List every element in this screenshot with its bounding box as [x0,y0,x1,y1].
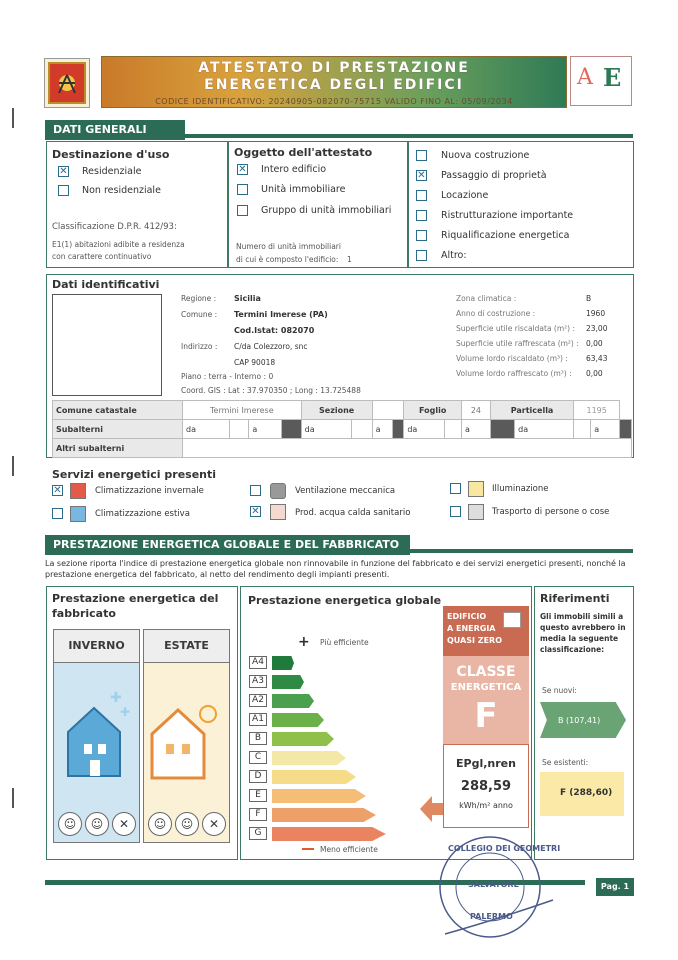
num-unita-line1: Numero di unità immobiliari [236,242,341,251]
sub-a-2: a [372,420,392,439]
servizio-trasporto-checkbox[interactable] [450,506,461,517]
foglio-label: Foglio [404,401,462,420]
servizio-invernale-checkbox[interactable]: ✕ [53,485,62,496]
motivo-label-4: Riqualificazione energetica [441,230,570,241]
ape-logo [570,56,632,106]
riferimenti-title: Riferimenti [540,592,610,605]
intero-edificio-label: Intero edificio [261,164,327,175]
motivo-label-2: Locazione [441,190,489,201]
motivo-label-0: Nuova costruzione [441,150,530,161]
servizio-estiva-label: Climatizzazione estiva [95,509,190,519]
comune-catastale-label: Comune catastale [53,401,183,420]
id-right-key-1: Anno di costruzione : [456,309,536,318]
fabbricato-title1: Prestazione energetica del [52,592,219,605]
num-unita-value: 1 [347,255,352,264]
riferimenti-text1: Gli immobili simili a [540,612,624,621]
classe-value: F [474,696,498,736]
region-crest-logo [44,58,90,108]
estate-face-happy-icon: ☺ [148,812,172,836]
meno-efficiente-label: Meno efficiente [320,845,378,854]
summer-house-icon [148,694,228,782]
class-bar-E [272,789,366,803]
estate-label: ESTATE [143,629,230,663]
residenziale-checkbox[interactable]: ✕ [59,166,68,177]
prestazione-intro: La sezione riporta l'indice di prestazione energetica globale non rinnovabile in funzione del fabbricato e dei servizi energetici presenti, nonché la prestazione energetica del fabbricato, al netto del rendimento degli impianti presenti. [45,559,626,579]
nzeb-line2: A ENERGIA [447,624,496,633]
inverno-face-happy-icon: ☺ [58,812,82,836]
id-right-key-2: Superficie utile riscaldata (m²) : [456,324,575,333]
estate-face-neutral-icon: ☺ [175,812,199,836]
servizio-illuminazione-label: Illuminazione [492,484,549,494]
particella-label: Particella [490,401,573,420]
catasto-table [52,400,632,458]
id-right-key-3: Superficie utile raffrescata (m²) : [456,339,579,348]
oggetto-title: Oggetto dell'attestato [234,146,373,159]
sub-da-2: da [301,420,351,439]
non-residenziale-checkbox[interactable] [58,185,69,196]
servizio-trasporto-label: Trasporto di persone o cose [492,507,610,517]
motivo-label-1: Passaggio di proprietà [441,170,547,181]
id-right-value-0: B [586,294,592,303]
svg-text:✚: ✚ [110,690,122,706]
riferimenti-text2: questo avrebbero in [540,623,626,632]
ep-unit: kWh/m² anno [459,801,513,810]
section-prestazione: PRESTAZIONE ENERGETICA GLOBALE E DEL FABBRICATO [45,535,410,555]
class-bar-A2 [272,694,314,708]
non-residenziale-label: Non residenziale [82,185,161,196]
riferimenti-text4: classificazione: [540,645,605,654]
nuovi-value: B (107,41) [558,716,601,725]
stamp-text1: COLLEGIO DEI GEOMETRI [448,844,561,853]
id-left-value-2: Cod.Istat: 082070 [234,326,315,335]
classe-box [443,656,529,744]
id-left-value-1: Termini Imerese (PA) [234,310,328,319]
elevator-icon [468,504,484,520]
unita-immobiliare-label: Unità immobiliare [261,184,346,195]
class-pointer-arrow-icon [418,792,444,826]
title-banner [101,56,567,108]
id-right-value-4: 63,43 [586,354,608,363]
class-label-A3: A3 [249,675,267,688]
class-bar-A3 [272,675,304,689]
sub-a-1: a [249,420,282,439]
gruppo-unita-checkbox[interactable] [237,205,248,216]
fan-icon [270,483,286,499]
inverno-face-sad-selected-icon: ✕ [112,812,136,836]
motivo-checkbox-1[interactable]: ✕ [417,170,426,181]
radiator-icon [70,483,86,499]
servizio-ventilazione-label: Ventilazione meccanica [295,486,396,496]
motivo-label-5: Altro: [441,250,467,261]
id-right-value-5: 0,00 [586,369,603,378]
meno-efficiente-marker [302,848,314,850]
lightbulb-icon [468,481,484,497]
id-right-value-1: 1960 [586,309,606,318]
unita-immobiliare-checkbox[interactable] [237,184,248,195]
class-label-A1: A1 [249,713,267,726]
servizio-estiva-checkbox[interactable] [52,508,63,519]
ep-value: 288,59 [460,779,512,794]
class-bar-F [272,808,376,822]
class-label-D: D [249,770,267,783]
identificativi-title: Dati identificativi [52,278,160,291]
num-unita-line2: di cui è composto l'edificio: [236,255,339,264]
class-bar-G [272,827,386,841]
ep-label: EPgl,nren [456,757,516,770]
stamp-text3: PALERMO [470,912,513,921]
sub-a-3: a [462,420,491,439]
plus-icon: + [298,634,310,650]
id-right-key-4: Volume lordo riscaldato (m³) : [456,354,568,363]
ape-logo-e: E [603,63,622,92]
class-bar-D [272,770,356,784]
air-conditioner-icon [70,506,86,522]
class-bar-C [272,751,346,765]
nzeb-box [443,606,529,656]
sezione-label: Sezione [301,401,372,420]
section-rule [185,134,633,138]
esistenti-value: F (288,60) [560,788,613,798]
classe-label2: ENERGETICA [450,682,522,693]
class-bar-B [272,732,334,746]
scan-mark-2 [12,456,14,476]
id-left-value-3: C/da Colezzoro, snc [234,342,308,351]
servizio-acs-label: Prod. acqua calda sanitario [295,508,411,518]
id-right-value-3: 0,00 [586,339,603,348]
classe-label1: CLASSE [456,664,516,680]
servizi-title: Servizi energetici presenti [52,468,217,481]
motivo-checkbox-0[interactable] [416,150,427,161]
building-photo-placeholder [52,294,162,396]
classificazione-label: Classificazione D.P.R. 412/93: [52,222,177,232]
doc-title-line1: ATTESTATO DI PRESTAZIONE [198,60,470,76]
sub-da-3: da [404,420,445,439]
piu-efficiente-label: Più efficiente [320,638,369,647]
motivo-checkbox-4[interactable] [416,230,427,241]
section-dati-generali: DATI GENERALI [45,120,185,140]
scan-mark-3 [12,788,14,808]
motivo-checkbox-5[interactable] [416,250,427,261]
id-right-key-5: Volume lordo raffrescato (m³) : [456,369,572,378]
nzeb-checkbox[interactable] [503,612,521,628]
svg-text:✚: ✚ [120,705,131,719]
nzeb-line1: EDIFICIO [447,612,487,621]
id-left-value-4: CAP 90018 [234,358,276,367]
residenziale-label: Residenziale [82,166,142,177]
globale-title: Prestazione energetica globale [248,594,442,607]
classificazione-line2: con carattere continuativo [52,252,152,261]
id-right-key-0: Zona climatica : [456,294,517,303]
destinazione-title: Destinazione d'uso [52,148,170,161]
class-label-F: F [249,808,267,821]
section-rule-2 [410,549,633,553]
sub-da-1: da [183,420,230,439]
motivo-checkbox-3[interactable] [416,210,427,221]
gruppo-unita-label: Gruppo di unità immobiliari [261,205,392,216]
class-label-A4: A4 [249,656,267,669]
intero-edificio-checkbox[interactable]: ✕ [238,164,247,175]
page-number: Pag. 1 [596,878,634,896]
inverno-label: INVERNO [53,629,140,663]
altri-subalterni-label: Altri subalterni [53,439,183,458]
servizio-illuminazione-checkbox[interactable] [450,483,461,494]
particella-value: 1195 [574,401,620,420]
estate-face-sad-selected-icon: ✕ [202,812,226,836]
riferimenti-text3: media la seguente [540,634,619,643]
id-right-value-2: 23,00 [586,324,608,333]
comune-catastale-value: Termini Imerese [183,401,302,420]
nzeb-line3: QUASI ZERO [447,636,502,645]
fabbricato-title2: fabbricato [52,607,116,620]
stamp-text2: SALVATORE [468,880,520,889]
class-bar-A4 [272,656,294,670]
class-label-B: B [249,732,267,745]
inverno-face-neutral-icon: ☺ [85,812,109,836]
ape-logo-a: A [577,65,593,90]
nuovi-label: Se nuovi: [542,686,577,695]
subalterni-label: Subalterni [53,420,183,439]
doc-code: CODICE IDENTIFICATIVO: 20240905-082070-75715 VALIDO FINO AL: 05/09/2034 [155,97,513,106]
servizio-invernale-label: Climatizzazione invernale [95,486,204,496]
winter-house-icon [62,688,134,780]
id-left-key-0: Regione : [181,294,217,303]
servizio-ventilazione-checkbox[interactable] [250,485,261,496]
class-label-G: G [249,827,267,840]
id-left-value-0: Sicilia [234,294,261,303]
coord-gis: Coord. GIS : Lat : 37.970350 ; Long : 13.725488 [181,386,361,395]
classificazione-line1: E1(1) abitazioni adibite a residenza [52,240,185,249]
piano-interno: Piano : terra - Interno : 0 [181,372,274,381]
motivo-label-3: Ristrutturazione importante [441,210,574,221]
doc-title-line2: ENERGETICA DEGLI EDIFICI [204,77,464,93]
foglio-value: 24 [462,401,491,420]
id-left-key-1: Comune : [181,310,218,319]
class-bar-A1 [272,713,324,727]
esistenti-label: Se esistenti: [542,758,589,767]
motivo-checkbox-2[interactable] [416,190,427,201]
class-label-C: C [249,751,267,764]
sub-da-4: da [515,420,574,439]
servizio-acs-checkbox[interactable]: ✕ [251,506,260,517]
class-label-A2: A2 [249,694,267,707]
ep-box [443,744,529,828]
hot-water-icon [270,504,286,520]
id-left-key-3: Indirizzo : [181,342,218,351]
sub-a-4: a [591,420,620,439]
scan-mark-1 [12,108,14,128]
class-label-E: E [249,789,267,802]
